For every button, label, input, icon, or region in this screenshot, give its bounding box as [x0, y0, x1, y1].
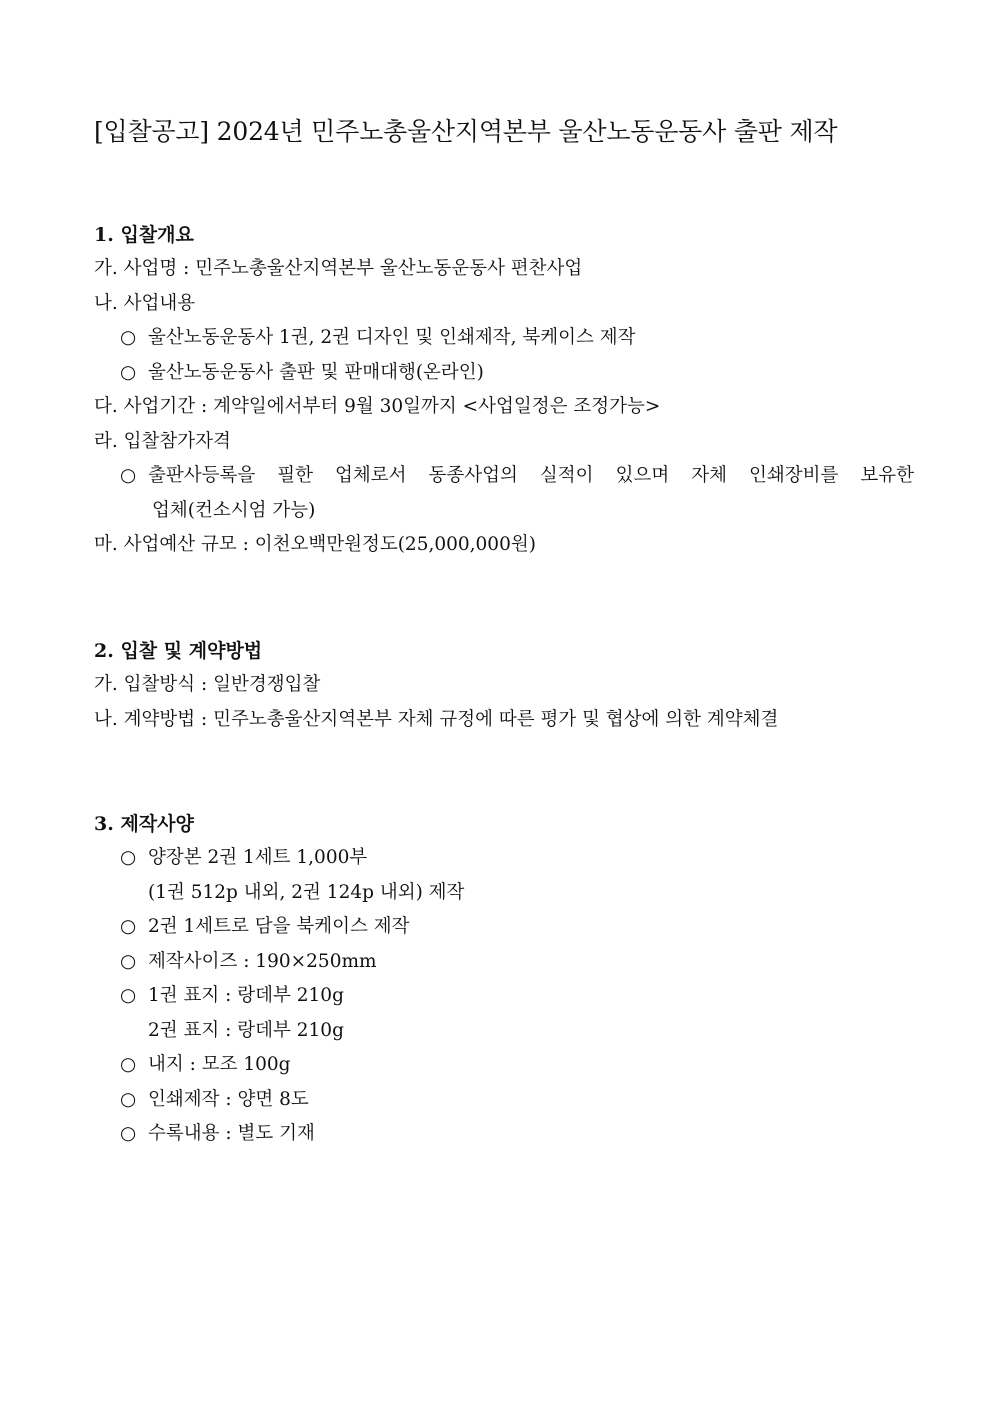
bidding-method-line: 가. 입찰방식 : 일반경쟁입찰 — [94, 674, 321, 695]
project-content-item-text: 울산노동운동사 1권, 2권 디자인 및 인쇄제작, 북케이스 제작 — [148, 327, 636, 348]
project-content-item-text: 울산노동운동사 출판 및 판매대행(온라인) — [148, 361, 484, 383]
circle-bullet-icon: ○ — [120, 1123, 137, 1144]
spec-item-text: 수록내용 : 별도 기재 — [148, 1123, 315, 1144]
eligibility-item-text: 출판사등록을 필한 업체로서 동종사업의 실적이 있으며 자체 인쇄장비를 보유한 — [148, 465, 914, 486]
eligibility-item-continuation: 업체(컨소시엄 가능) — [152, 499, 316, 521]
project-content-label: 나. 사업내용 — [94, 292, 196, 314]
spec-item-hardcover — [94, 841, 914, 876]
project-content-item-2 — [94, 356, 914, 391]
section-heading-overview: 1. 입찰개요 — [94, 224, 194, 246]
spec-item-cover — [94, 979, 914, 1014]
spec-item-text: 내지 : 모조 100g — [148, 1054, 291, 1075]
circle-bullet-icon: ○ — [120, 847, 137, 868]
circle-bullet-icon: ○ — [120, 1054, 137, 1075]
spec-item-text: 인쇄제작 : 양면 8도 — [148, 1088, 309, 1110]
spec-item-text: 2권 1세트로 담을 북케이스 제작 — [148, 916, 410, 937]
spec-item-printing — [94, 1083, 914, 1118]
eligibility-item — [94, 459, 914, 494]
circle-bullet-icon: ○ — [120, 361, 137, 383]
spec-item-text: 1권 표지 : 랑데부 210g — [148, 985, 344, 1006]
project-period-line: 다. 사업기간 : 계약일에서부터 9월 30일까지 <사업일정은 조정가능> — [94, 396, 661, 417]
spec-item-text: 제작사이즈 : 190×250mm — [148, 950, 377, 972]
spec-item-text: 양장본 2권 1세트 1,000부 — [148, 847, 368, 868]
spec-item-hardcover-continuation: (1권 512p 내외, 2권 124p 내외) 제작 — [148, 881, 465, 903]
spec-item-bookcase — [94, 910, 914, 945]
section-overview — [94, 218, 914, 563]
spec-item-inner-paper — [94, 1048, 914, 1083]
project-name-line: 가. 사업명 : 민주노총울산지역본부 울산노동운동사 편찬사업 — [94, 258, 583, 279]
document-title: [입찰공고] 2024년 민주노총울산지역본부 울산노동운동사 출판 제작 — [94, 117, 838, 146]
spec-item-contents — [94, 1117, 914, 1152]
circle-bullet-icon: ○ — [120, 327, 137, 348]
section-heading-method: 2. 입찰 및 계약방법 — [94, 640, 263, 662]
circle-bullet-icon: ○ — [120, 985, 137, 1006]
circle-bullet-icon: ○ — [120, 916, 137, 937]
circle-bullet-icon: ○ — [120, 1088, 137, 1110]
spec-item-cover-continuation: 2권 표지 : 랑데부 210g — [148, 1019, 344, 1041]
circle-bullet-icon: ○ — [120, 465, 137, 486]
section-heading-specs: 3. 제작사양 — [94, 813, 194, 835]
circle-bullet-icon: ○ — [120, 950, 137, 972]
section-specs — [94, 807, 914, 1152]
project-content-item-1 — [94, 321, 914, 356]
budget-line: 마. 사업예산 규모 : 이천오백만원정도(25,000,000원) — [94, 534, 536, 555]
spec-item-size — [94, 945, 914, 980]
section-method — [94, 634, 914, 737]
eligibility-label: 라. 입찰참가자격 — [94, 430, 231, 452]
contract-method-line: 나. 계약방법 : 민주노총울산지역본부 자체 규정에 따른 평가 및 협상에 의한 계약체결 — [94, 708, 779, 730]
